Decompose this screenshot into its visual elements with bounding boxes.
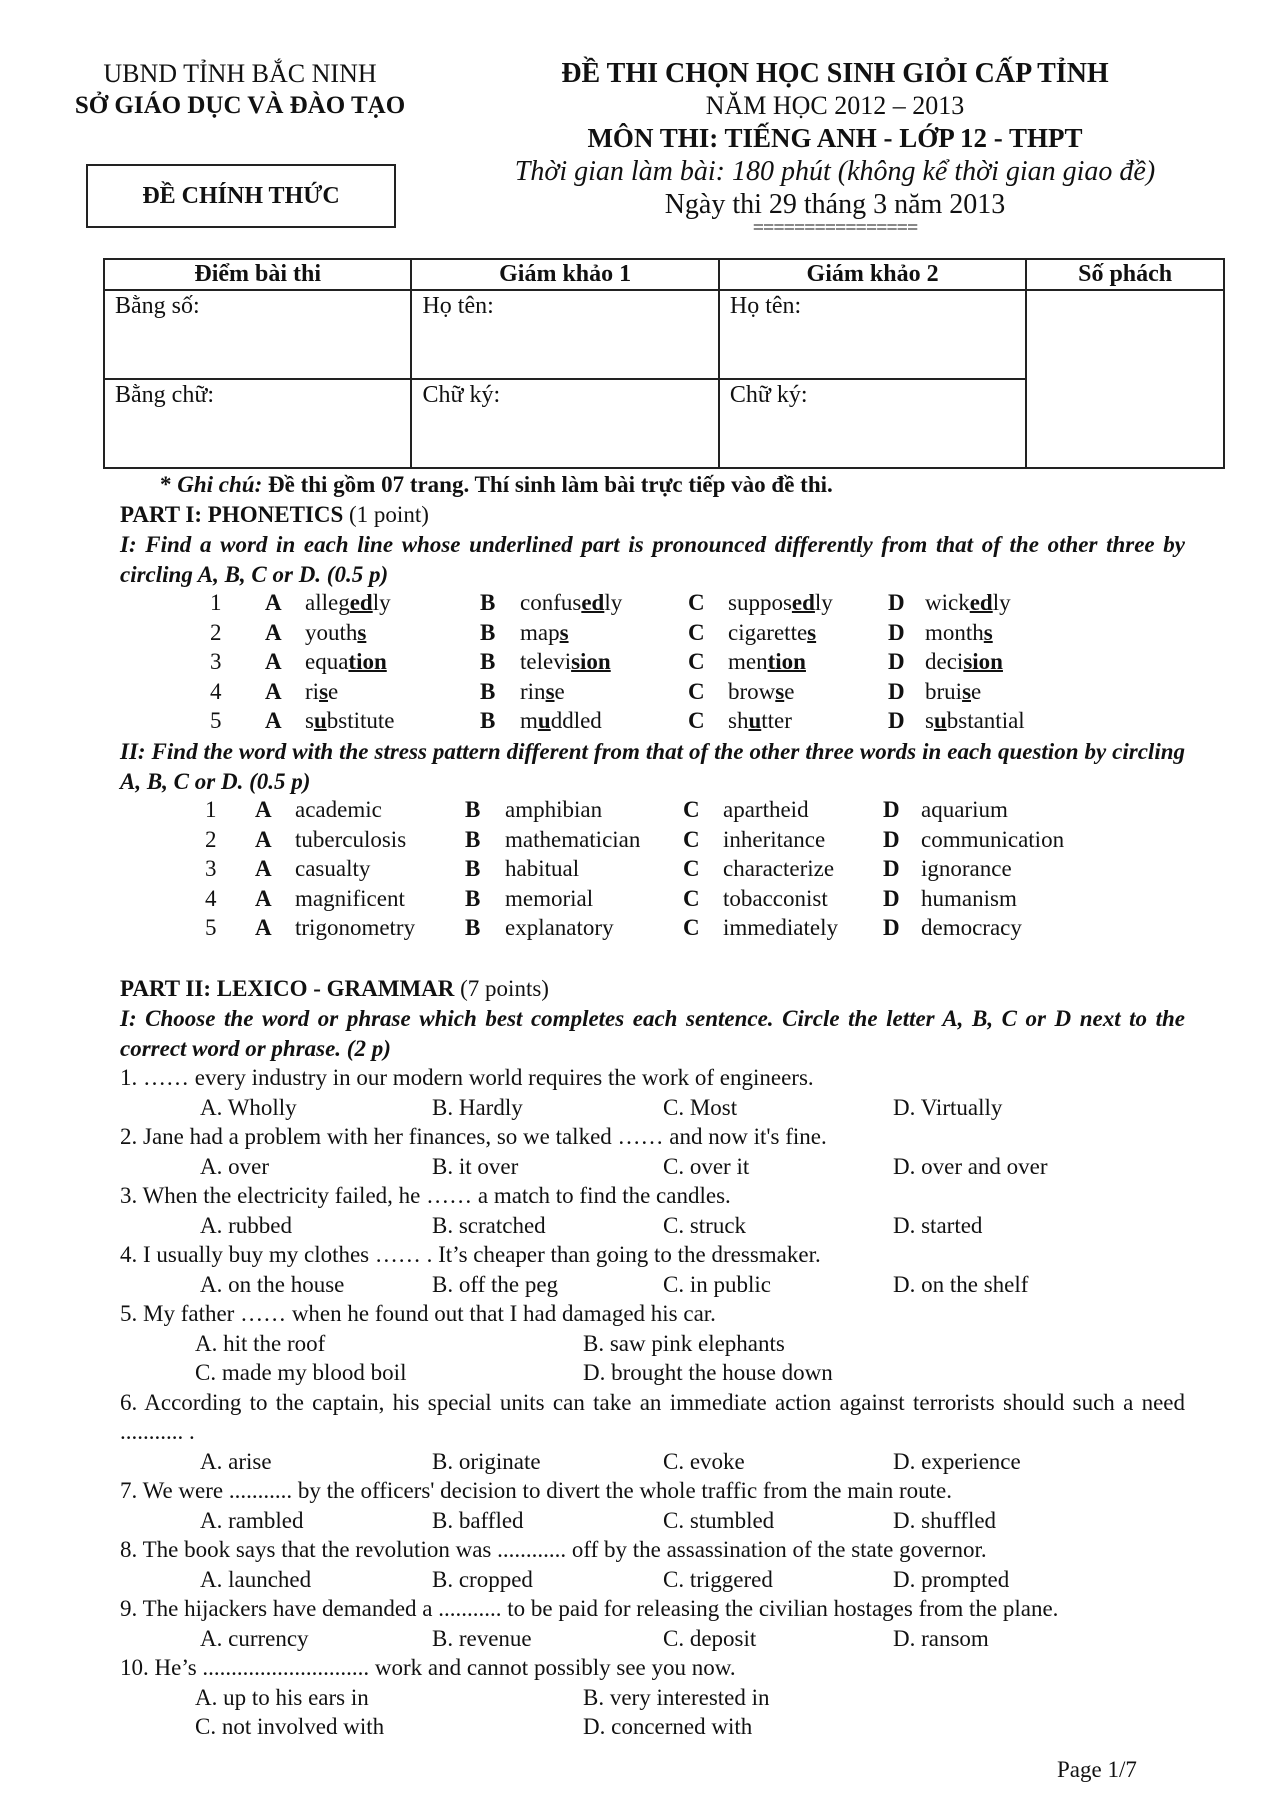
option-word: humanism	[921, 885, 1017, 911]
answer-option-d[interactable]: D. experience	[893, 1448, 1021, 1474]
answer-option-c[interactable]: C. Most	[663, 1094, 738, 1120]
phonetics-instruction-2: II: Find the word with the stress pattern different from that of the other three words in each question by circling A, B, C or D. (0.5 p)	[120, 739, 1185, 794]
option-word: communication	[921, 826, 1065, 852]
option-word: casualty	[295, 856, 371, 881]
code-number-field[interactable]	[1026, 290, 1224, 468]
option-word: confusedly	[520, 590, 623, 615]
option-letter-a[interactable]: A	[265, 708, 282, 733]
option-word: substantial	[925, 708, 1025, 733]
option-letter-b[interactable]: B	[480, 590, 496, 615]
header-divider: ================	[752, 217, 918, 239]
note-label: Ghi chú:	[177, 472, 263, 497]
option-word: tobacconist	[723, 885, 828, 911]
underlined-sound: u	[537, 708, 551, 733]
underlined-sound: tion	[767, 649, 806, 674]
option-letter-d[interactable]: D	[883, 856, 900, 881]
answer-option-c[interactable]: C. over it	[663, 1153, 750, 1179]
answer-option-d[interactable]: D. ransom	[893, 1625, 989, 1651]
option-letter-c[interactable]: C	[688, 590, 705, 615]
option-letter-b[interactable]: B	[465, 915, 481, 940]
question-number: 4	[210, 678, 222, 704]
answer-option-d[interactable]: D. on the shelf	[893, 1271, 1029, 1297]
option-letter-a[interactable]: A	[265, 619, 282, 645]
option-letter-c[interactable]: C	[688, 708, 705, 733]
option-word: allegedly	[305, 590, 391, 615]
underlined-sound: s	[807, 619, 817, 645]
option-word: equation	[305, 649, 387, 674]
option-letter-c[interactable]: C	[683, 856, 700, 881]
underlined-sound: ed	[969, 590, 993, 615]
province-committee: UBND TỈNH BẮC NINH	[103, 59, 377, 88]
option-letter-d[interactable]: D	[888, 619, 905, 645]
answer-option-b[interactable]: B. saw pink elephants	[583, 1330, 785, 1356]
option-word: explanatory	[505, 915, 614, 940]
exam-heading	[470, 58, 1200, 239]
option-word: wickedly	[925, 590, 1011, 615]
answer-option-c[interactable]: C. triggered	[663, 1566, 773, 1592]
underlined-sound: ed	[349, 590, 373, 615]
option-letter-d[interactable]: D	[888, 649, 905, 674]
option-letter-b[interactable]: B	[465, 797, 481, 822]
option-word: youths	[305, 619, 367, 645]
answer-option-a[interactable]: A. rubbed	[200, 1212, 292, 1238]
stress-row	[0, 854, 1272, 884]
part2-points: (7 points)	[454, 976, 549, 1001]
question-number: 2	[210, 619, 222, 645]
underlined-sound: u	[933, 708, 947, 733]
exam-subject: MÔN THI: TIẾNG ANH - LỚP 12 - THPT	[587, 123, 1083, 153]
question-stem: 8. The book says that the revolution was ............ off by the assassination of the state governor.	[120, 1537, 987, 1562]
answer-option-d[interactable]: D. shuffled	[893, 1507, 997, 1533]
answer-option-a[interactable]: A. launched	[200, 1566, 312, 1592]
option-word: maps	[520, 619, 569, 645]
answer-option-d[interactable]: D. started	[893, 1212, 983, 1238]
pronunciation-row	[0, 677, 1272, 707]
exam-duration: Thời gian làm bài: 180 phút (không kể thời gian giao đề)	[514, 156, 1156, 187]
option-word: mention	[728, 649, 806, 674]
underlined-sound: s	[775, 678, 785, 704]
score-table-row	[104, 290, 1224, 379]
header-score: Điểm bài thi	[104, 259, 411, 290]
answer-option-a[interactable]: A. up to his ears in	[195, 1684, 369, 1710]
option-word: magnificent	[295, 885, 405, 911]
underlined-sound: s	[983, 619, 993, 645]
option-word: ignorance	[921, 856, 1012, 881]
answer-option-b[interactable]: B. cropped	[432, 1566, 533, 1592]
option-letter-c[interactable]: C	[683, 915, 700, 940]
question-number: 3	[205, 856, 217, 881]
part2-heading	[120, 974, 1185, 1004]
score-in-words-field[interactable]: Bằng chữ:	[104, 379, 411, 468]
option-word: tuberculosis	[295, 826, 407, 852]
answer-option-c[interactable]: C. struck	[663, 1212, 747, 1238]
option-letter-d[interactable]: D	[883, 915, 900, 940]
pronunciation-row	[0, 706, 1272, 736]
underlined-sound: sion	[571, 649, 611, 674]
option-word: characterize	[723, 856, 835, 881]
question-number: 1	[210, 590, 222, 615]
underlined-sound: s	[357, 619, 367, 645]
option-word: rise	[305, 678, 339, 704]
option-letter-c[interactable]: C	[688, 678, 705, 704]
underlined-sound: s	[559, 619, 569, 645]
answer-option-b[interactable]: B. Hardly	[432, 1094, 523, 1120]
part1-points: (1 point)	[343, 502, 429, 527]
option-letter-a[interactable]: A	[255, 826, 272, 852]
answer-option-c[interactable]: C. in public	[663, 1271, 771, 1297]
option-letter-b[interactable]: B	[480, 619, 496, 645]
option-letter-a[interactable]: A	[265, 590, 282, 615]
underlined-sound: s	[962, 678, 972, 704]
pronunciation-row	[0, 588, 1272, 618]
official-exam-label: ĐỀ CHÍNH THỨC	[86, 164, 396, 228]
option-letter-a[interactable]: A	[255, 797, 272, 822]
option-letter-b[interactable]: B	[480, 708, 496, 733]
answer-option-d[interactable]: D. Virtually	[893, 1094, 1003, 1120]
pronunciation-row	[0, 647, 1272, 677]
question-number: 5	[210, 708, 222, 733]
option-letter-d[interactable]: D	[883, 826, 900, 852]
answer-option-c[interactable]: C. stumbled	[663, 1507, 775, 1533]
part1-title: PART I: PHONETICS	[120, 502, 344, 527]
underlined-sound: s	[319, 678, 329, 704]
answer-option-b[interactable]: B. it over	[432, 1153, 519, 1179]
option-word: academic	[295, 797, 382, 822]
answer-option-a[interactable]: A. over	[200, 1153, 269, 1179]
question-stem: 7. We were ........... by the officers' decision to divert the whole traffic from the main route.	[120, 1478, 952, 1503]
header-examiner-2: Giám khảo 2	[719, 259, 1026, 290]
option-letter-d[interactable]: D	[883, 885, 900, 911]
exam-title: ĐỀ THI CHỌN HỌC SINH GIỎI CẤP TỈNH	[561, 58, 1109, 89]
answer-option-b[interactable]: B. very interested in	[583, 1684, 770, 1710]
option-word: muddled	[520, 708, 602, 733]
option-word: democracy	[921, 915, 1022, 940]
option-word: supposedly	[728, 590, 833, 615]
option-word: amphibian	[505, 797, 603, 822]
score-in-digits-field[interactable]: Bằng số:	[104, 290, 411, 379]
option-letter-d[interactable]: D	[888, 708, 905, 733]
option-word: bruise	[925, 678, 982, 704]
question-stem: 9. The hijackers have demanded a ........... to be paid for releasing the civilian hostages from the plane.	[120, 1596, 1059, 1621]
option-letter-c[interactable]: C	[683, 885, 700, 911]
answer-option-a[interactable]: A. arise	[200, 1448, 272, 1474]
answer-option-d[interactable]: D. brought the house down	[583, 1360, 833, 1385]
option-letter-c[interactable]: C	[688, 649, 705, 674]
answer-option-b[interactable]: B. scratched	[432, 1212, 546, 1238]
exam-date: Ngày thi 29 tháng 3 năm 2013	[664, 189, 1006, 220]
examiner-2-signature-field[interactable]: Chữ ký:	[719, 379, 1026, 468]
underlined-sound: sion	[963, 649, 1003, 674]
question-stem: 6. According to the captain, his special units can take an immediate action against terrorists should such a need ........... .	[120, 1389, 1185, 1444]
option-letter-a[interactable]: A	[255, 915, 272, 940]
option-letter-a[interactable]: A	[255, 885, 272, 911]
answer-option-c[interactable]: C. made my blood boil	[195, 1360, 407, 1385]
answer-option-a[interactable]: A. currency	[200, 1625, 309, 1651]
option-word: memorial	[505, 885, 594, 911]
option-word: cigarettes	[728, 619, 817, 645]
question-number: 1	[205, 797, 217, 822]
option-word: immediately	[723, 915, 838, 940]
underlined-sound: u	[313, 708, 327, 733]
option-word: rinse	[520, 678, 565, 704]
answer-option-b[interactable]: B. revenue	[432, 1625, 532, 1651]
underlined-sound: ed	[791, 590, 815, 615]
option-letter-d[interactable]: D	[888, 678, 905, 704]
question-stem: 2. Jane had a problem with her finances, so we talked …… and now it's fine.	[120, 1124, 827, 1149]
question-number: 3	[210, 649, 222, 674]
page-number: Page 1/7	[1057, 1757, 1137, 1782]
stress-row	[0, 913, 1272, 943]
question-stem: 5. My father …… when he found out that I had damaged his car.	[120, 1301, 716, 1326]
question-stem: 1. …… every industry in our modern world requires the work of engineers.	[120, 1065, 814, 1090]
option-word: habitual	[505, 856, 580, 881]
answer-option-a[interactable]: A. on the house	[200, 1271, 345, 1297]
answer-option-c[interactable]: C. not involved with	[195, 1714, 385, 1739]
answer-option-a[interactable]: A. rambled	[200, 1507, 304, 1533]
option-letter-d[interactable]: D	[883, 797, 900, 822]
answer-option-a[interactable]: A. hit the roof	[195, 1330, 326, 1356]
option-letter-a[interactable]: A	[255, 856, 272, 881]
option-letter-b[interactable]: B	[465, 856, 481, 881]
question-number: 2	[205, 826, 217, 852]
examiner-1-name-field[interactable]: Họ tên:	[411, 290, 718, 379]
header-examiner-1: Giám khảo 1	[411, 259, 718, 290]
education-department: SỞ GIÁO DỤC VÀ ĐÀO TẠO	[74, 92, 406, 119]
option-word: mathematician	[505, 826, 641, 852]
part1-heading	[120, 500, 1185, 530]
answer-option-b[interactable]: B. baffled	[432, 1507, 524, 1533]
option-letter-b[interactable]: B	[465, 826, 481, 852]
option-word: months	[925, 619, 993, 645]
phonetics-instruction-1: I: Find a word in each line whose underlined part is pronounced differently from that of the other three by circling A, B, C or D. (0.5 p)	[120, 532, 1185, 587]
option-word: trigonometry	[295, 915, 416, 940]
option-word: television	[520, 649, 611, 674]
question-stem: 3. When the electricity failed, he …… a match to find the candles.	[120, 1183, 731, 1208]
answer-option-c[interactable]: C. evoke	[663, 1448, 745, 1474]
exam-note: * Ghi chú: Đề thi gồm 07 trang. Thí sinh làm bài trực tiếp vào đề thi.	[160, 472, 833, 497]
option-letter-b[interactable]: B	[465, 885, 481, 911]
option-letter-c[interactable]: C	[683, 797, 700, 822]
option-letter-c[interactable]: C	[688, 619, 705, 645]
option-letter-b[interactable]: B	[480, 649, 496, 674]
grammar-instruction-1: I: Choose the word or phrase which best completes each sentence. Circle the letter A, B, C or D next to the correct word or phrase. (2 p)	[120, 1006, 1185, 1061]
answer-option-b[interactable]: B. off the peg	[432, 1271, 559, 1297]
option-letter-d[interactable]: D	[888, 590, 905, 615]
question-stem: 4. I usually buy my clothes …… . It’s cheaper than going to the dressmaker.	[120, 1242, 821, 1267]
underlined-sound: u	[748, 708, 762, 733]
option-word: shutter	[728, 708, 792, 733]
underlined-sound: tion	[348, 649, 387, 674]
answer-option-d[interactable]: D. concerned with	[583, 1714, 753, 1739]
option-letter-c[interactable]: C	[683, 826, 700, 852]
header-code-number: Số phách	[1026, 259, 1224, 290]
question-number: 5	[205, 915, 217, 940]
school-year: NĂM HỌC 2012 – 2013	[705, 91, 965, 120]
score-table-header	[104, 259, 1224, 290]
underlined-sound: s	[545, 678, 555, 704]
stress-row	[0, 825, 1272, 855]
option-letter-b[interactable]: B	[480, 678, 496, 704]
examiner-2-name-field[interactable]: Họ tên:	[719, 290, 1026, 379]
option-word: inheritance	[723, 826, 826, 852]
stress-row	[0, 884, 1272, 914]
underlined-sound: ed	[581, 590, 605, 615]
answer-option-d[interactable]: D. over and over	[893, 1153, 1048, 1179]
answer-option-a[interactable]: A. Wholly	[200, 1094, 297, 1120]
question-stem: 10. He’s ............................. work and cannot possibly see you now.	[120, 1655, 736, 1680]
answer-option-d[interactable]: D. prompted	[893, 1566, 1010, 1592]
score-table	[103, 258, 1225, 469]
note-text: Đề thi gồm 07 trang. Thí sinh làm bài trực tiếp vào đề thi.	[262, 472, 833, 497]
answer-option-c[interactable]: C. deposit	[663, 1625, 757, 1651]
option-word: aquarium	[921, 797, 1008, 822]
issuing-authority	[70, 58, 410, 122]
option-letter-a[interactable]: A	[265, 678, 282, 704]
examiner-1-signature-field[interactable]: Chữ ký:	[411, 379, 718, 468]
pronunciation-row	[0, 618, 1272, 648]
option-word: decision	[925, 649, 1003, 674]
part2-title: PART II: LEXICO - GRAMMAR	[120, 976, 455, 1001]
stress-row	[0, 795, 1272, 825]
option-word: substitute	[305, 708, 395, 733]
question-number: 4	[205, 885, 217, 911]
option-word: apartheid	[723, 797, 809, 822]
answer-option-b[interactable]: B. originate	[432, 1448, 541, 1474]
option-letter-a[interactable]: A	[265, 649, 282, 674]
option-word: browse	[728, 678, 795, 704]
